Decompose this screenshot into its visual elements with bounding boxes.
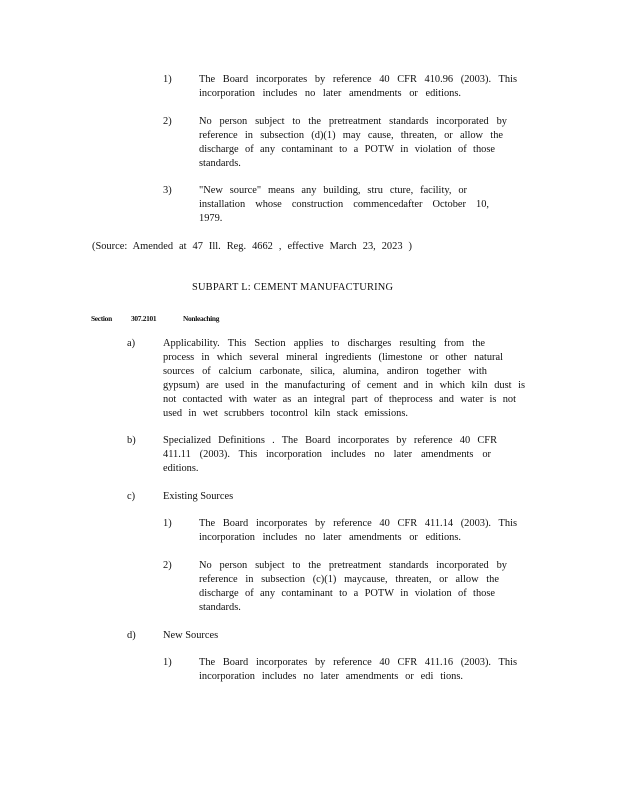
subsection-letter: d) — [127, 630, 136, 641]
subsection-d-item-1 — [199, 656, 517, 684]
text-line: reference in subsection (c)(1) maycause, threaten, or allow the — [199, 574, 499, 585]
text-line: New Sources — [163, 630, 219, 641]
item-number: 2) — [163, 560, 172, 571]
text-line: No person subject to the pretreatment standards incorporated by — [199, 560, 507, 571]
text-line: The Board incorporates by reference 40 CFR 410.96 (2003). This — [199, 74, 517, 85]
text-line: Applicability. This Section applies to discharges resulting from the — [163, 338, 485, 349]
text-line: installation whose construction commencedafter October 10, — [199, 199, 489, 210]
item-number: 1) — [163, 657, 172, 668]
text-line: gypsum) are used in the manufacturing of cement and in which kiln dust is — [163, 380, 525, 391]
subsection-b-definitions — [163, 434, 497, 476]
source-note-text: (Source: Amended at 47 Ill. Reg. 4662 , effective March 23, 2023 ) — [92, 241, 412, 252]
paragraph-item-1 — [199, 73, 517, 101]
text-line: No person subject to the pretreatment standards incorporated by — [199, 116, 507, 127]
item-number: 3) — [163, 185, 172, 196]
text-line: 1979. — [199, 213, 223, 224]
text-line: "New source" means any building, stru cture, facility, or — [199, 185, 467, 196]
subpart-heading: SUBPART L: CEMENT MANUFACTURING — [192, 282, 394, 293]
section-number: 307.2101 — [131, 314, 157, 323]
source-note — [92, 240, 412, 254]
section-label: Section — [91, 314, 112, 323]
text-line: sources of calcium carbonate, silica, alumina, andiron together with — [163, 366, 487, 377]
subsection-letter: c) — [127, 491, 136, 502]
text-line: used in wet scrubbers tocontrol kiln stack emissions. — [163, 408, 408, 419]
item-number: 1) — [163, 518, 172, 529]
text-line: The Board incorporates by reference 40 CFR 411.14 (2003). This — [199, 518, 517, 529]
text-line: incorporation includes no later amendments or edi tions. — [199, 671, 463, 682]
section-title: Nonleaching — [183, 314, 220, 323]
text-line: standards. — [199, 602, 241, 613]
subsection-d-heading — [163, 629, 218, 643]
text-line: discharge of any contaminant to a POTW in violation of those — [199, 588, 495, 599]
text-line: standards. — [199, 158, 241, 169]
subsection-c-heading — [163, 490, 233, 504]
text-line: 411.11 (2003). This incorporation includes no later amendments or — [163, 449, 491, 460]
text-line: Existing Sources — [163, 491, 234, 502]
text-line: reference in subsection (d)(1) may cause, threaten, or allow the — [199, 130, 503, 141]
subsection-c-item-1 — [199, 517, 517, 545]
text-line: discharge of any contaminant to a POTW in violation of those — [199, 144, 495, 155]
item-number: 1) — [163, 74, 172, 85]
text-line: Specialized Definitions . The Board incorporates by reference 40 CFR — [163, 435, 497, 446]
text-line: process in which several mineral ingredients (limestone or other natural — [163, 352, 503, 363]
text-line: incorporation includes no later amendments or editions. — [199, 88, 461, 99]
subsection-c-item-2 — [199, 559, 507, 615]
subsection-letter: a) — [127, 338, 136, 349]
text-line: not contacted with water as an integral part of theprocess and water is not — [163, 394, 516, 405]
text-line: incorporation includes no later amendments or editions. — [199, 532, 461, 543]
text-line: editions. — [163, 463, 199, 474]
subsection-a-applicability — [163, 337, 525, 421]
text-line: The Board incorporates by reference 40 CFR 411.16 (2003). This — [199, 657, 517, 668]
paragraph-item-3 — [199, 184, 489, 226]
item-number: 2) — [163, 116, 172, 127]
paragraph-item-2 — [199, 115, 507, 171]
subsection-letter: b) — [127, 435, 136, 446]
